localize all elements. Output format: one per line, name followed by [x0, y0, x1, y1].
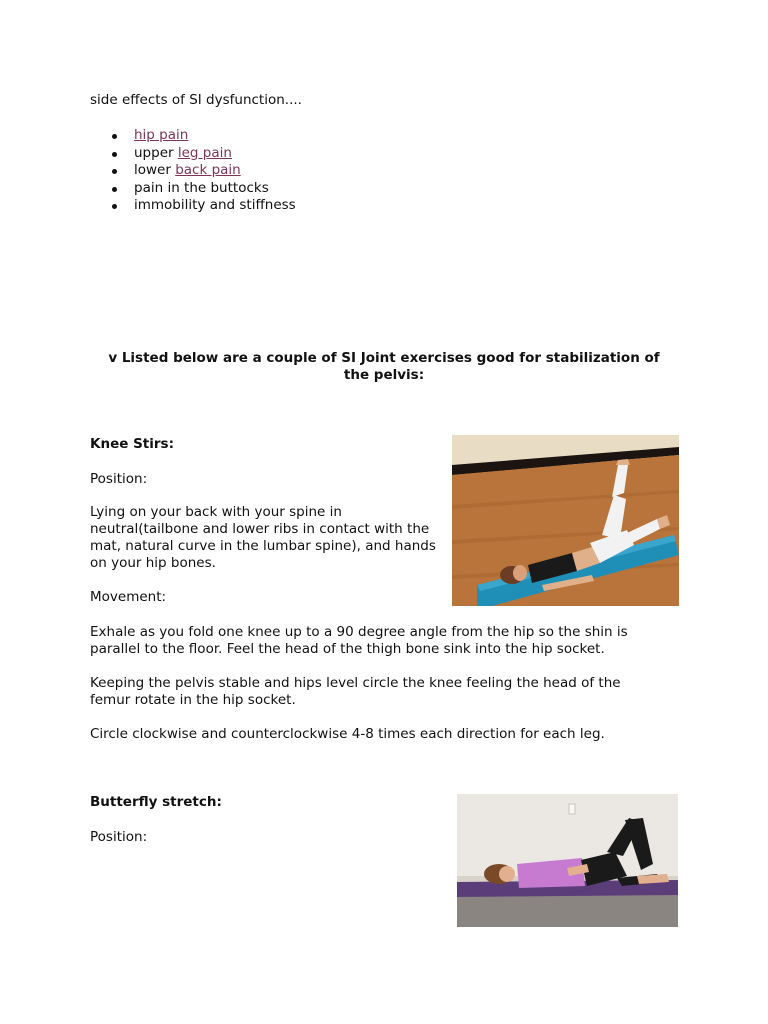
- list-item: [90, 197, 296, 215]
- intro-text: side effects of SI dysfunction....: [90, 92, 302, 108]
- knee-stirs-illustration: [452, 435, 679, 606]
- movement-line: Keeping the pelvis stable and hips level circle the knee feeling the head of the: [90, 675, 621, 691]
- section-heading: [90, 350, 678, 384]
- knee-stirs-position-text: [90, 504, 436, 572]
- list-item: [90, 180, 296, 198]
- list-item-prefix: upper: [134, 144, 178, 161]
- leg-pain-link[interactable]: leg pain: [177, 144, 232, 161]
- list-item-text: pain in the buttocks: [134, 179, 269, 196]
- knee-stirs-title: Knee Stirs:: [90, 436, 174, 452]
- position-line: Lying on your back with your spine in: [90, 504, 342, 520]
- position-line: neutral(tailbone and lower ribs in contact with the: [90, 521, 430, 537]
- knee-stirs-movement-label: Movement:: [90, 589, 167, 605]
- section-heading-line2: the pelvis:: [343, 367, 425, 383]
- list-item: [90, 127, 296, 145]
- hip-pain-link[interactable]: hip pain: [134, 127, 189, 143]
- list-item-prefix: lower: [134, 162, 176, 178]
- side-effects-list: [90, 127, 296, 215]
- butterfly-illustration: [457, 794, 678, 927]
- position-line: mat, natural curve in the lumbar spine), and hands: [90, 538, 436, 554]
- movement-line: femur rotate in the hip socket.: [90, 692, 296, 708]
- section-heading-line1: v Listed below are a couple of SI Joint exercises good for stabilization of: [108, 350, 660, 366]
- list-item: [90, 145, 296, 163]
- knee-stirs-movement-p3: Circle clockwise and counterclockwise 4-8 times each direction for each leg.: [90, 726, 605, 742]
- knee-stirs-movement-p1: [90, 624, 628, 658]
- butterfly-position-label: Position:: [90, 829, 148, 845]
- back-pain-link[interactable]: back pain: [175, 162, 241, 178]
- position-line: on your hip bones.: [90, 555, 216, 571]
- knee-stirs-movement-p2: [90, 675, 621, 709]
- knee-stirs-photo: [452, 435, 679, 606]
- list-item: [90, 162, 296, 180]
- knee-stirs-position-label: Position:: [90, 471, 148, 487]
- movement-line: parallel to the floor. Feel the head of the thigh bone sink into the hip socket.: [90, 641, 605, 657]
- movement-line: Exhale as you fold one knee up to a 90 degree angle from the hip so the shin is: [90, 624, 628, 640]
- list-item-text: immobility and stiffness: [134, 197, 296, 213]
- butterfly-title: Butterfly stretch:: [90, 794, 222, 810]
- butterfly-photo: [457, 794, 678, 927]
